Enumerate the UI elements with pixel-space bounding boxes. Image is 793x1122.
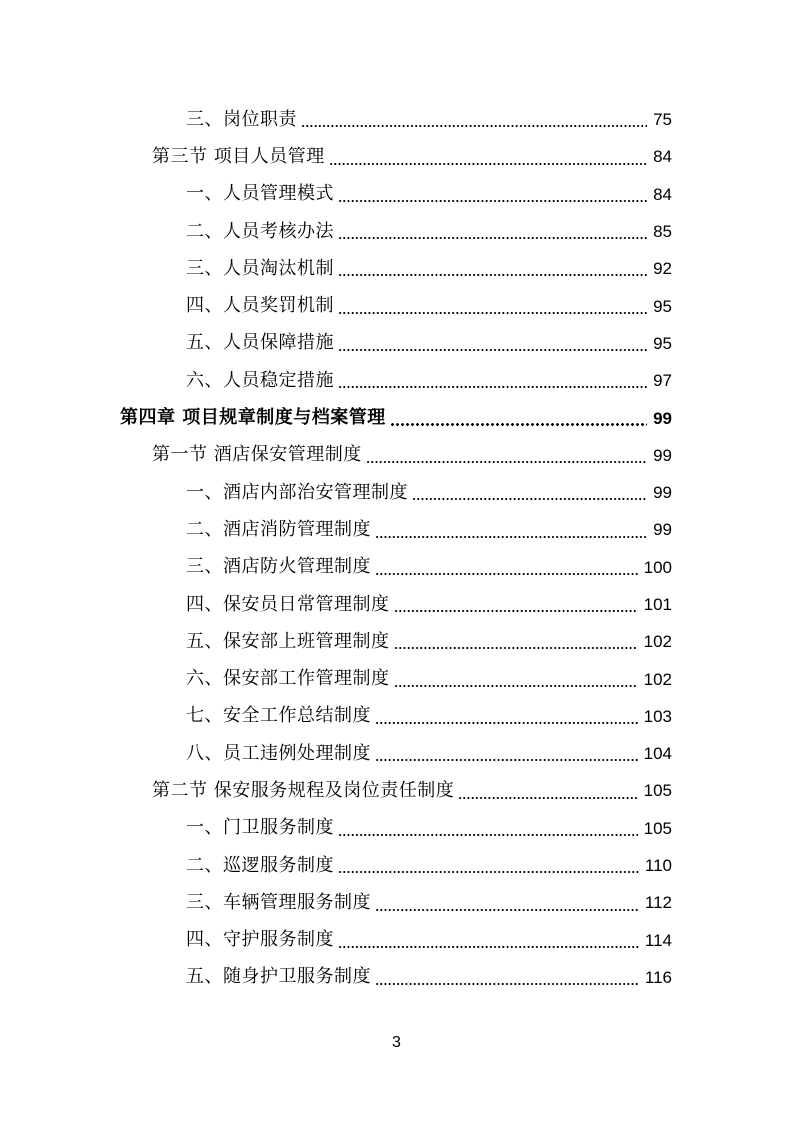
toc-entry[interactable] — [0, 772, 793, 809]
toc-entry[interactable] — [0, 362, 793, 399]
toc-entry-page: 104 — [643, 744, 672, 764]
toc-entry[interactable] — [0, 698, 793, 735]
toc-entry-page: 95 — [653, 333, 672, 353]
toc-entry[interactable] — [0, 511, 793, 548]
toc-entry[interactable] — [0, 138, 793, 175]
toc-entry-page: 102 — [643, 632, 672, 652]
toc-entry[interactable] — [0, 325, 793, 362]
toc-entry-title: 二、人员考核办法 — [186, 220, 334, 242]
toc-entry[interactable] — [0, 101, 793, 138]
dot-leader — [338, 946, 639, 948]
dot-leader — [458, 797, 637, 799]
toc-entry-page: 116 — [644, 967, 672, 987]
toc-entry-title: 八、员工违例处理制度 — [186, 742, 371, 764]
toc-entry-page: 105 — [643, 818, 672, 838]
toc-entry-title: 一、门卫服务制度 — [186, 817, 334, 839]
toc-entry-title: 一、人员管理模式 — [186, 183, 334, 205]
toc-entry-title: 四、守护服务制度 — [186, 929, 334, 951]
toc-entry-title: 二、巡逻服务制度 — [186, 854, 334, 876]
toc-entry-page: 75 — [653, 110, 672, 130]
dot-leader — [338, 349, 647, 351]
toc-entry[interactable] — [0, 474, 793, 511]
toc-entry-page: 101 — [643, 595, 672, 614]
dot-leader — [375, 909, 639, 911]
toc-entry-page: 99 — [653, 520, 672, 540]
toc-entry[interactable] — [0, 735, 793, 772]
toc-entry-title: 六、人员稳定措施 — [186, 369, 334, 391]
dot-leader — [338, 200, 647, 202]
toc-entry-page: 105 — [643, 781, 672, 801]
toc-entry-title: 二、酒店消防管理制度 — [186, 518, 371, 540]
toc-entry[interactable] — [0, 623, 793, 660]
toc-entry-title: 五、人员保障措施 — [186, 332, 334, 354]
dot-leader — [329, 163, 647, 165]
dot-leader — [375, 573, 638, 575]
toc-entry[interactable] — [0, 810, 793, 847]
dot-leader — [394, 647, 638, 649]
toc-entry-page: 110 — [644, 856, 672, 876]
toc-entry-page: 97 — [653, 371, 672, 391]
toc-entry-page: 114 — [644, 930, 672, 950]
toc-entry[interactable] — [0, 213, 793, 250]
toc-entry-title: 第一节 酒店保安管理制度 — [152, 444, 362, 466]
dot-leader — [338, 312, 647, 314]
toc-entry-page: 85 — [653, 222, 672, 242]
dot-leader — [338, 386, 647, 388]
toc-entry[interactable] — [0, 922, 793, 959]
dot-leader — [375, 759, 638, 761]
toc-entry-page: 95 — [653, 296, 672, 316]
toc-entry-chapter[interactable] — [0, 399, 793, 436]
toc-entry-title: 三、人员淘汰机制 — [186, 257, 334, 279]
toc-entry-page: 103 — [643, 706, 672, 726]
toc-entry-title: 五、保安部上班管理制度 — [186, 630, 390, 652]
toc-entry-title: 六、保安部工作管理制度 — [186, 668, 390, 690]
toc-entry-title: 五、随身护卫服务制度 — [186, 966, 371, 988]
toc-entry[interactable] — [0, 847, 793, 884]
dot-leader — [338, 274, 647, 276]
dot-leader — [375, 722, 638, 724]
dot-leader — [412, 498, 647, 500]
dot-leader — [394, 610, 638, 612]
toc-entry-page: 92 — [653, 259, 672, 279]
toc-entry-page: 99 — [653, 408, 672, 428]
dot-leader — [301, 125, 647, 127]
toc-entry-page: 84 — [653, 184, 672, 204]
toc-entry-title: 三、岗位职责 — [186, 108, 297, 130]
dot-leader — [375, 536, 647, 538]
dot-leader — [338, 871, 639, 873]
toc-entry-page: 99 — [653, 445, 672, 465]
dot-leader — [390, 423, 647, 426]
toc-entry[interactable] — [0, 660, 793, 697]
toc-entry-title: 一、酒店内部治安管理制度 — [186, 481, 408, 503]
toc-entry-title: 第二节 保安服务规程及岗位责任制度 — [152, 779, 455, 801]
toc-entry[interactable] — [0, 287, 793, 324]
dot-leader — [375, 983, 639, 985]
toc-entry[interactable] — [0, 586, 793, 623]
toc-entry-title: 三、酒店防火管理制度 — [186, 556, 371, 578]
dot-leader — [366, 461, 647, 463]
toc-entry-title: 四、保安员日常管理制度 — [186, 593, 390, 615]
toc-entry[interactable] — [0, 250, 793, 287]
toc-entry-page: 102 — [643, 669, 672, 689]
toc-entry-page: 99 — [653, 483, 672, 503]
dot-leader — [338, 237, 647, 239]
toc-entry[interactable] — [0, 959, 793, 996]
toc-entry-title: 七、安全工作总结制度 — [186, 705, 371, 727]
toc-entry[interactable] — [0, 884, 793, 921]
dot-leader — [338, 834, 638, 836]
toc-entry-page: 100 — [643, 557, 672, 577]
toc-entry[interactable] — [0, 549, 793, 586]
table-of-contents — [0, 101, 793, 996]
toc-entry[interactable] — [0, 176, 793, 213]
toc-entry-title: 第四章 项目规章制度与档案管理 — [120, 407, 386, 429]
page-number: 3 — [392, 1034, 401, 1051]
toc-entry-page: 112 — [644, 893, 672, 913]
dot-leader — [394, 685, 638, 687]
toc-entry-title: 三、车辆管理服务制度 — [186, 891, 371, 913]
toc-entry-title: 四、人员奖罚机制 — [186, 295, 334, 317]
toc-entry-title: 第三节 项目人员管理 — [152, 145, 325, 167]
toc-entry-page: 84 — [653, 147, 672, 167]
toc-entry[interactable] — [0, 437, 793, 474]
